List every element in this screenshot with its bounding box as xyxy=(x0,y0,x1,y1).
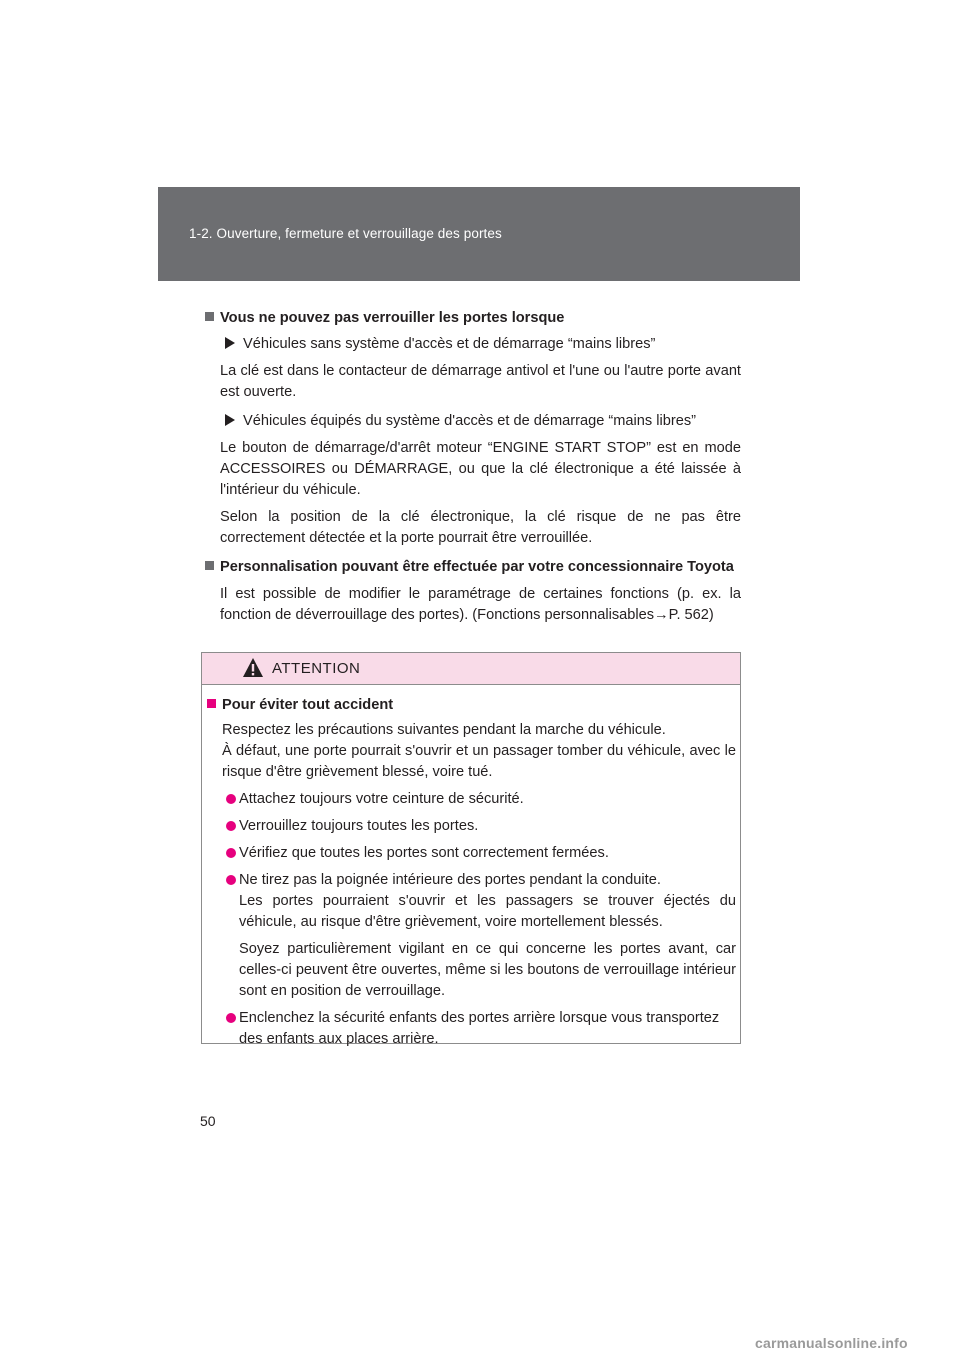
list-item xyxy=(222,843,736,864)
section2-heading xyxy=(205,557,741,578)
list-item xyxy=(222,870,736,1002)
section1-body xyxy=(205,334,741,549)
attention-label: ATTENTION xyxy=(272,660,361,677)
case2-text2: Selon la position de la clé électronique, la clé risque de ne pas être correctement détectée et la porte pourrait être verrouillée. xyxy=(220,509,741,546)
watermark: carmanualsonline.info xyxy=(755,1335,908,1351)
triangle-arrow-icon xyxy=(225,414,235,426)
attention-heading xyxy=(207,695,736,716)
case1-text: La clé est dans le contacteur de démarrage antivol et l'une ou l'autre porte avant est ouverte. xyxy=(220,363,741,400)
list-item-text: Enclenchez la sécurité enfants des portes arrière lorsque vous transportez des enfants aux places arrière. xyxy=(239,1010,720,1047)
case1-label-row xyxy=(220,334,741,355)
attention-title: Pour éviter tout accident xyxy=(222,697,394,713)
round-bullet-icon xyxy=(226,821,236,831)
attention-box xyxy=(201,652,741,1047)
square-bullet-icon xyxy=(205,312,214,321)
round-bullet-icon xyxy=(226,1013,236,1023)
square-bullet-icon xyxy=(207,699,216,708)
list-item-text: Verrouillez toujours toutes les portes. xyxy=(239,818,479,834)
list-item-text: Vérifiez que toutes les portes sont correctement fermées. xyxy=(239,845,609,861)
section1-title: Vous ne pouvez pas verrouiller les portes lorsque xyxy=(220,310,565,326)
round-bullet-icon xyxy=(226,794,236,804)
list-item-note: Soyez particulièrement vigilant en ce qui concerne les portes avant, car celles-ci peuvent être ouvertes, même si les boutons de verrouillage intérieur sont en position de verrouillage. xyxy=(239,941,736,999)
attention-header xyxy=(202,653,740,685)
section2-text: Il est possible de modifier le paramétrage de certaines fonctions (p. ex. la fonction de déverrouillage des portes). (Fonctions personnalisables→P. 562) xyxy=(220,586,741,623)
triangle-arrow-icon xyxy=(225,337,235,349)
list-item xyxy=(222,1008,736,1050)
attention-body xyxy=(202,685,740,1050)
case2-text1: Le bouton de démarrage/d'arrêt moteur “ENGINE START STOP” est en mode ACCESSOIRES ou DÉMARRAGE, ou que la clé électronique a été laissée à l'intérieur du véhicule. xyxy=(220,440,741,498)
round-bullet-icon xyxy=(226,875,236,885)
case2-label-row xyxy=(220,411,741,432)
list-item-text: Attachez toujours votre ceinture de sécurité. xyxy=(239,791,524,807)
square-bullet-icon xyxy=(205,561,214,570)
section-header-title: 1-2. Ouverture, fermeture et verrouillage des portes xyxy=(189,226,502,241)
attention-intro2: À défaut, une porte pourrait s'ouvrir et un passager tomber du véhicule, avec le risque d'être grièvement blessé, voire tué. xyxy=(222,743,736,780)
list-item-text: Ne tirez pas la poignée intérieure des portes pendant la conduite. xyxy=(239,872,661,888)
list-item xyxy=(222,816,736,837)
page-number: 50 xyxy=(200,1113,216,1129)
attention-intro xyxy=(207,720,736,783)
section1-heading xyxy=(205,308,741,329)
main-content xyxy=(205,308,741,626)
attention-list xyxy=(207,789,736,1050)
section-header-band xyxy=(158,187,800,281)
warning-triangle-icon xyxy=(242,657,264,678)
case1-label: Véhicules sans système d'accès et de démarrage “mains libres” xyxy=(243,336,656,352)
section2 xyxy=(205,557,741,626)
round-bullet-icon xyxy=(226,848,236,858)
section2-title: Personnalisation pouvant être effectuée par votre concessionnaire Toyota xyxy=(220,559,734,575)
list-item-continuation: Les portes pourraient s'ouvrir et les passagers se trouver éjectés du véhicule, au risque d'être grièvement, voire mortellement blessés. xyxy=(239,893,736,930)
case2-label: Véhicules équipés du système d'accès et de démarrage “mains libres” xyxy=(243,413,696,429)
list-item xyxy=(222,789,736,810)
attention-intro1: Respectez les précautions suivantes pendant la marche du véhicule. xyxy=(222,722,666,738)
